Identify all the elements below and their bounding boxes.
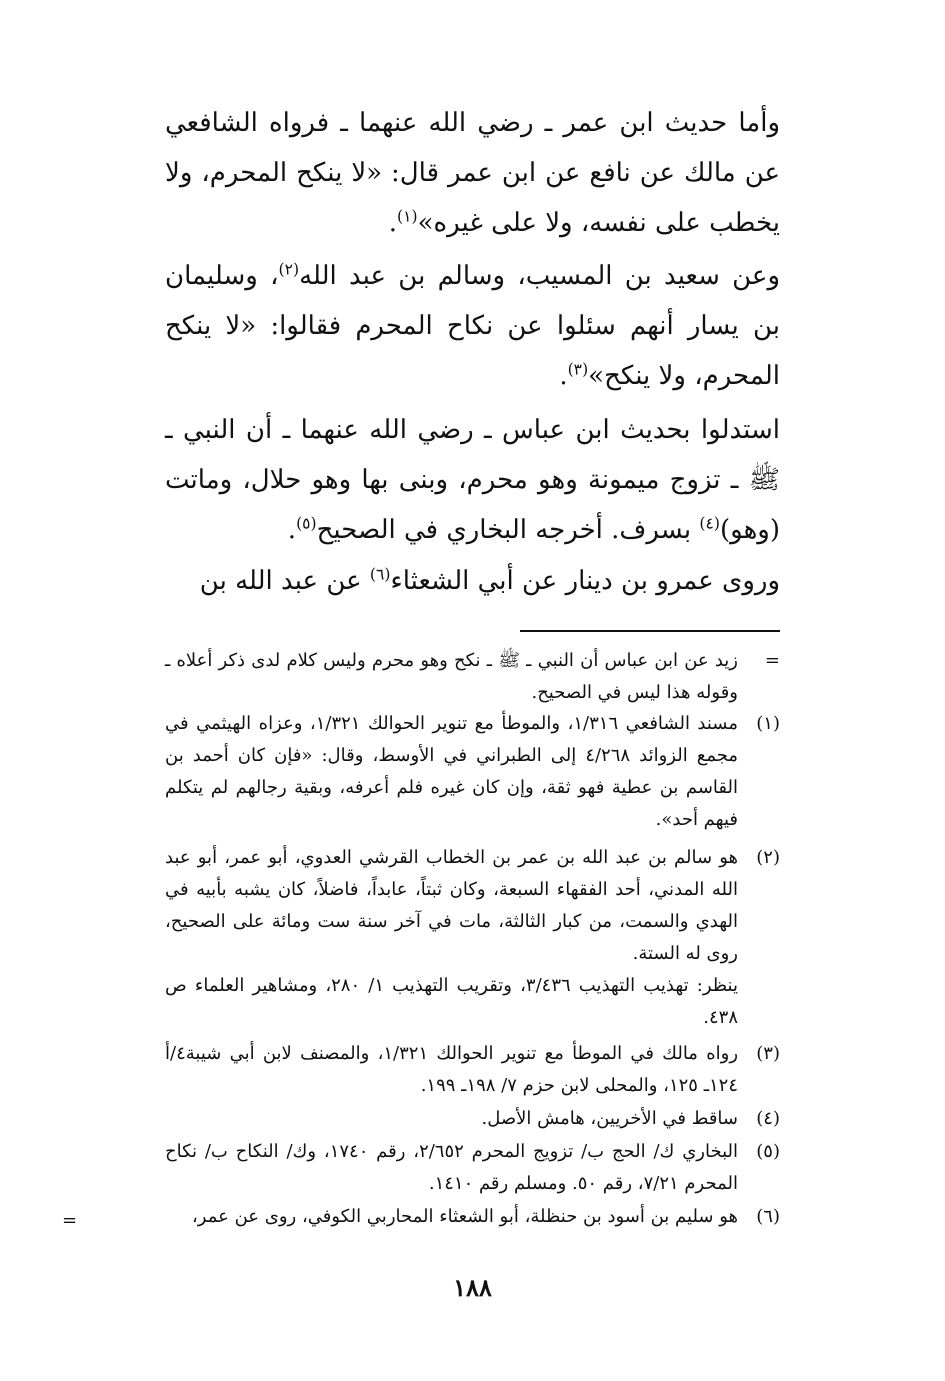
footnote-ref: (٦) xyxy=(369,565,391,584)
page-number: ١٨٨ xyxy=(453,1273,492,1302)
paragraph-end: . xyxy=(388,208,398,238)
footnote-text: ساقط في الأخريين، هامش الأصل. xyxy=(481,1108,738,1129)
footnote-ref: (٤) xyxy=(699,514,720,533)
paragraph-text: وعن سعيد بن المسيب، وسالم بن عبد الله xyxy=(299,261,780,291)
paragraph-text: عن عبد الله بن xyxy=(199,566,370,596)
footnote-text: زيد عن ابن عباس أن النبي ـ ﷺ ـ نكح وهو محرم وليس كلام لدى ذكر أعلاه ـ وقوله هذا ليس في الصحيح. xyxy=(165,650,738,703)
footnote-number: (١) xyxy=(756,713,780,734)
footnote-continued xyxy=(165,645,780,709)
footnote-ref: (٢) xyxy=(278,260,300,279)
footnote-number: (٣) xyxy=(756,1043,780,1064)
footnote-ref: (٥) xyxy=(296,514,317,533)
footnote-number: (٥) xyxy=(756,1141,780,1162)
paragraph-text: استدلوا بحديث ابن عباس ـ رضي الله عنهما ـ أن النبي ـ ﷺ ـ تزوج ميمونة وهو محرم، وبنى بها وهو حلال، وماتت (وهو) xyxy=(165,415,780,545)
footnote-text: مسند الشافعي ١/٣١٦، والموطأ مع تنوير الحوالك ١/٣٢١، وعزاه الهيثمي في مجمع الزوائد ٤/٢٦٨ إلى الطبراني في الأوسط، وقال: «فإن كان أحمد بن القاسم بن عطية فهو ثقة، وإن كان غيره فلم أعرفه، وبقية رجالهم لم يتكلم فيهم أحد». xyxy=(165,713,739,830)
footnote-separator xyxy=(520,630,780,632)
paragraph-1 xyxy=(165,98,780,248)
paragraph-2 xyxy=(165,251,780,401)
paragraph-3 xyxy=(165,405,780,555)
paragraph-text: ، وسليمان بن يسار أنهم سئلوا عن نكاح المحرم فقالوا: «لا ينكح المحرم، ولا ينكح» xyxy=(165,261,780,391)
paragraph-end: . xyxy=(559,361,568,391)
footnote-3 xyxy=(165,1038,780,1102)
footnote-number: (٦) xyxy=(756,1206,780,1227)
footnote-text: هو سليم بن أسود بن حنظلة، أبو الشعثاء المحاربي الكوفي، روى عن عمر، xyxy=(191,1206,738,1227)
footnote-6 xyxy=(165,1201,780,1233)
footnote-text: البخاري ك/ الحج ب/ تزويج المحرم ٢/٦٥٢، رقم ١٧٤٠، وك/ النكاح ب/ نكاح المحرم ٧/٢١، رقم ٥٠. ومسلم رقم ١٤١٠. xyxy=(165,1141,738,1194)
footnote-5 xyxy=(165,1136,780,1200)
footnote-ref: (١) xyxy=(397,207,418,226)
footnote-ref: (٣) xyxy=(567,360,589,379)
footnote-text: رواه مالك في الموطأ مع تنوير الحوالك ١/٣٢١، والمصنف لابن أبي شيبة٤/أ ١٢٤ـ ١٢٥، والمحلى لابن حزم ٧/ ١٩٨ـ ١٩٩. xyxy=(165,1043,739,1096)
footnote-2 xyxy=(165,842,780,1034)
paragraph-text: وأما حديث ابن عمر ـ رضي الله عنهما ـ فرواه الشافعي عن مالك عن نافع عن ابن عمر قال: «لا ينكح المحرم، ولا يخطب على نفسه، ولا على غيره» xyxy=(165,108,780,238)
footnote-4 xyxy=(165,1103,780,1135)
footnote-number: (٤) xyxy=(756,1108,780,1129)
footnote-number: = xyxy=(764,650,780,671)
paragraph-text: وروى عمرو بن دينار عن أبي الشعثاء xyxy=(390,566,780,596)
paragraph-text: بسرف. أخرجه البخاري في الصحيح xyxy=(316,515,700,545)
footnote-text: هو سالم بن عبد الله بن عمر بن الخطاب القرشي العدوي، أبو عمر، أبو عبد الله المدني، أحد الفقهاء السبعة، وكان ثبتاً، عابداً، فاضلاً، كان يشبه بأبيه في الهدي والسمت، من كبار الثالثة، مات في آخر سنة ست ومائة على الصحيح، روى له الستة. xyxy=(165,847,738,964)
paragraph-4 xyxy=(165,556,780,606)
footnote-1 xyxy=(165,708,780,836)
footnote-text-sources: ينظر: تهذيب التهذيب ٣/٤٣٦، وتقريب التهذيب ١/ ٢٨٠، ومشاهير العلماء ص ٤٣٨. xyxy=(165,975,738,1028)
continuation-mark: = xyxy=(62,1210,78,1231)
paragraph-end: . xyxy=(287,515,297,545)
footnote-number: (٢) xyxy=(756,847,780,868)
